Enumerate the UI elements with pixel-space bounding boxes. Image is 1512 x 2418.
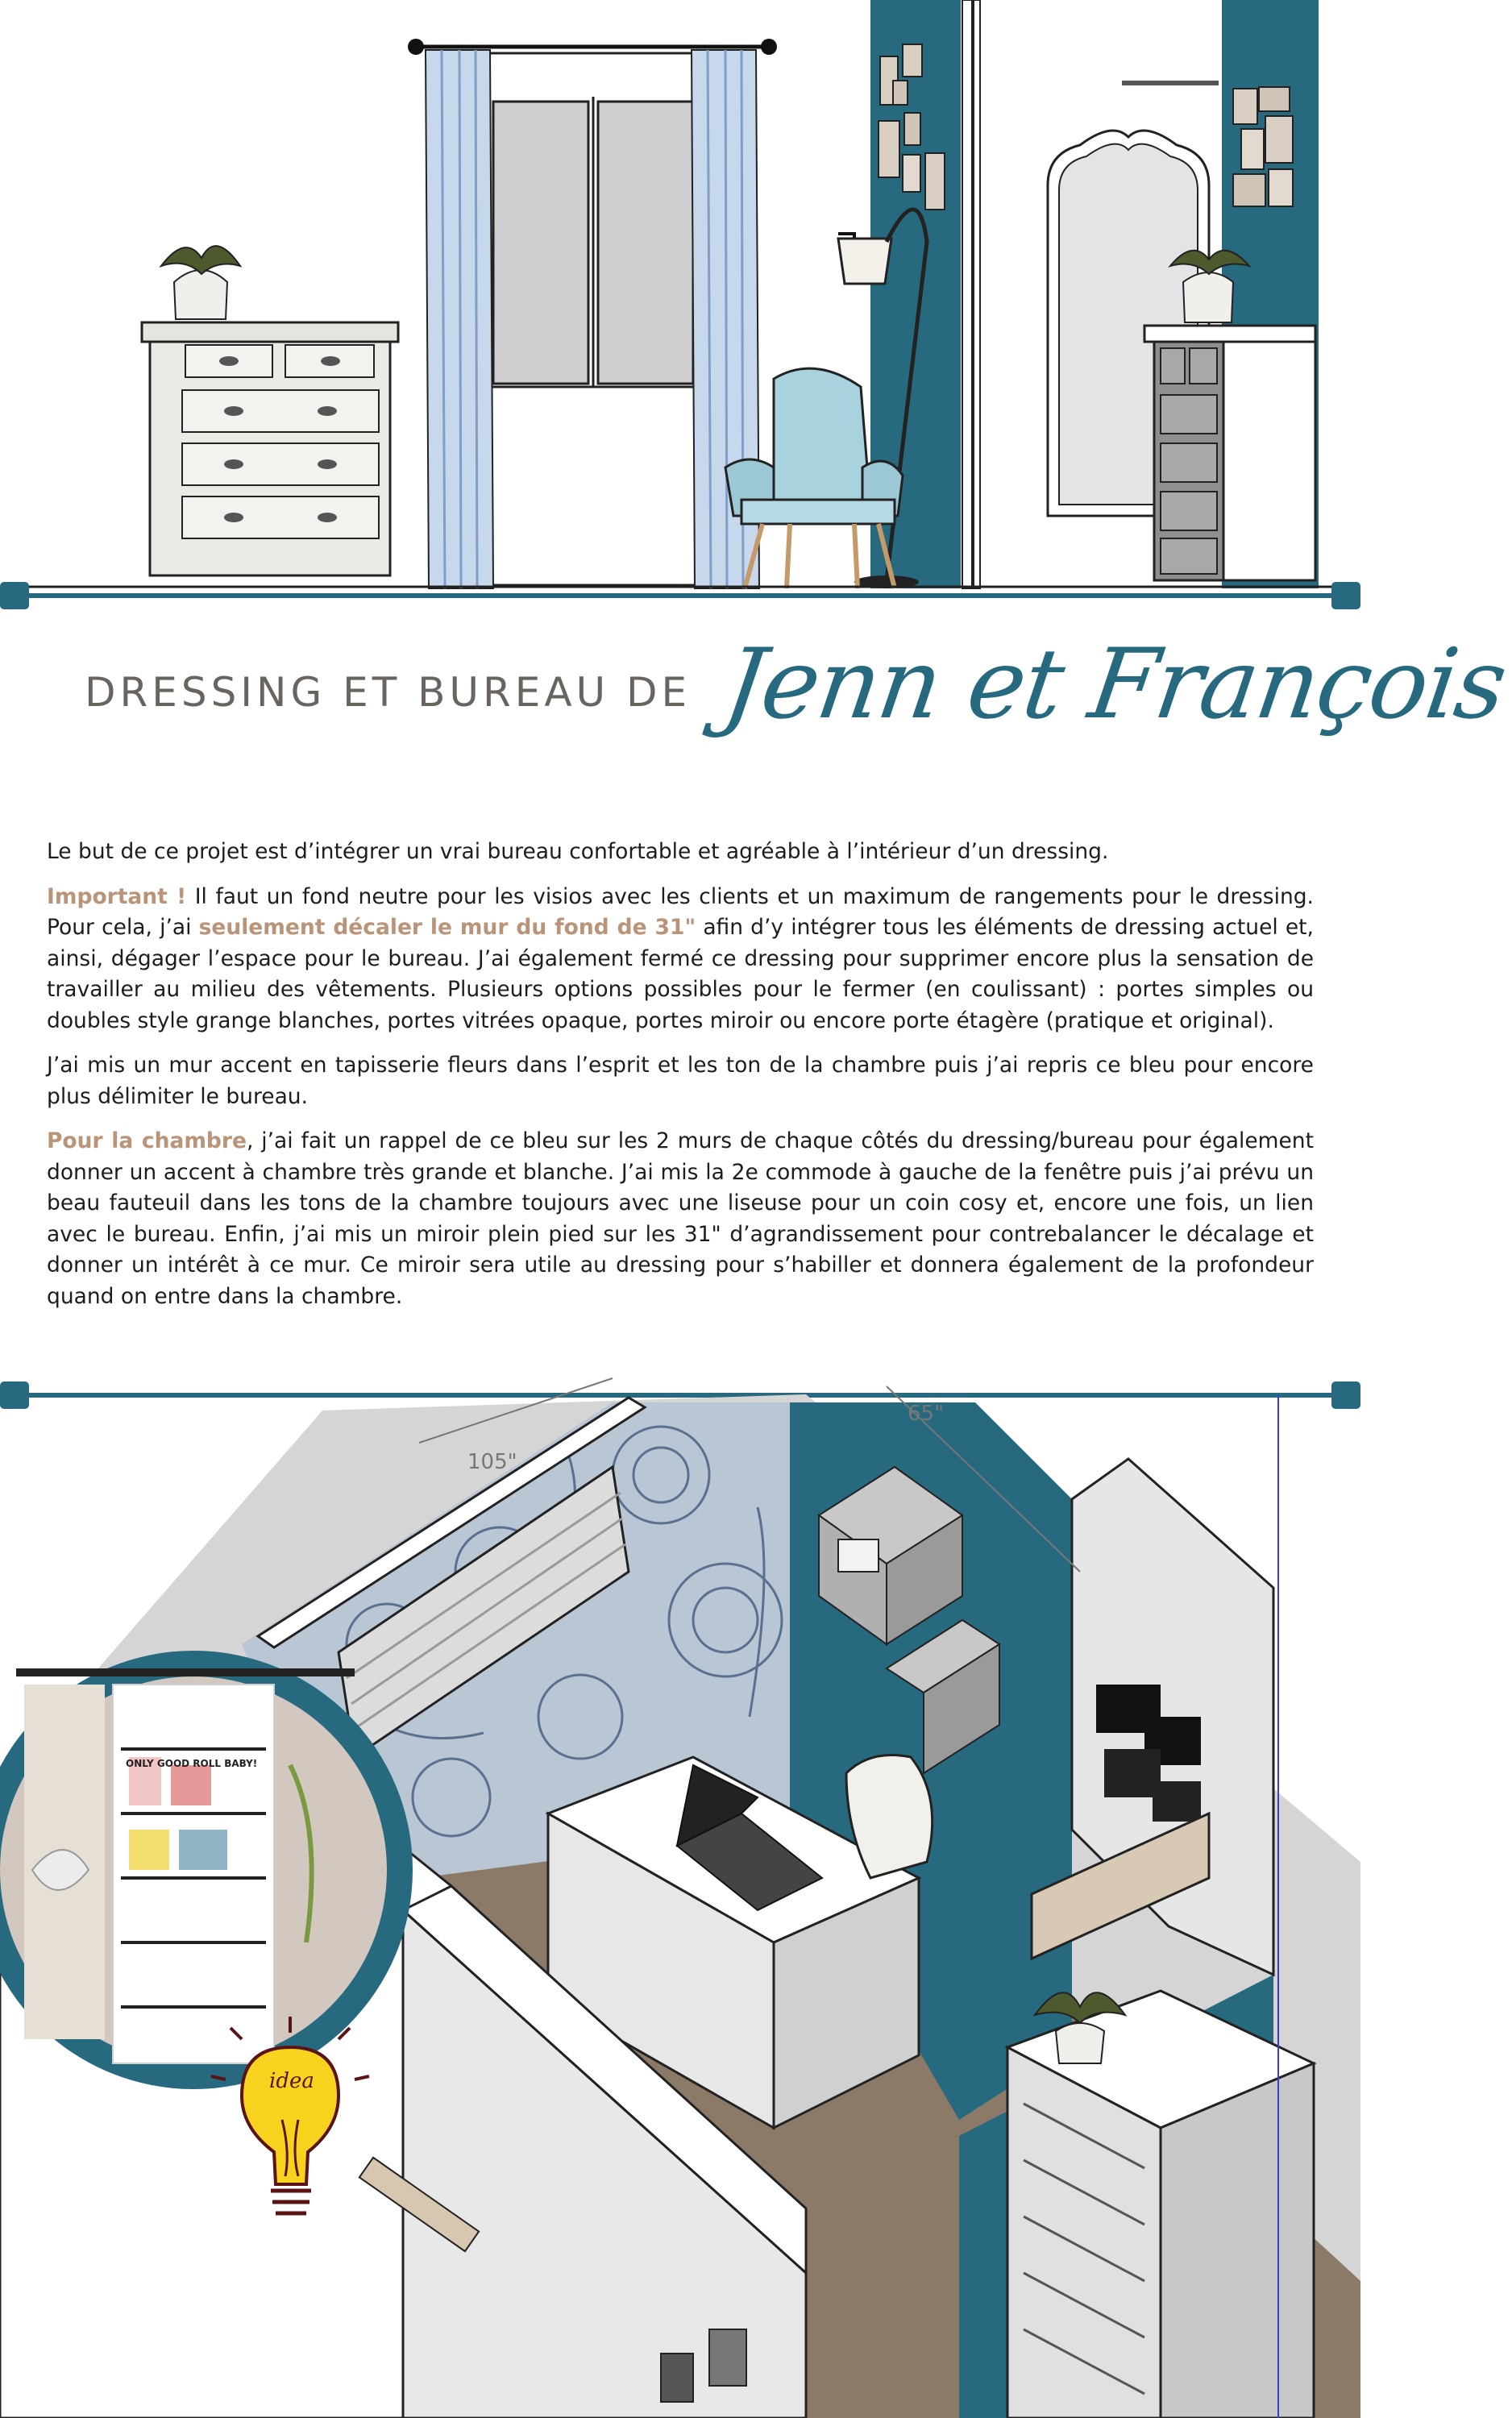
divider-knob-right-top: [1331, 582, 1360, 609]
body-text: [47, 837, 1314, 1326]
elevation-illustration: [0, 0, 1360, 596]
dimension-label-right: 65": [908, 1402, 945, 1426]
isometric-plan-illustration: [0, 1378, 1360, 2418]
paragraph-intro: Le but de ce projet est d’intégrer un vrai bureau confortable et agréable à l’intérieur d’un dressing.: [47, 839, 1109, 864]
wall-shift-highlight: seulement décaler le mur du fond de 31": [198, 915, 696, 940]
paragraph-important: Important ! Il faut un fond neutre pour les visios avec les clients et un maximum de rangements pour le dressing. Pour cela, j’ai seulement décaler le mur du fond de 31" afin d’y intégrer tous les éléments de dressing actuel et, ainsi, dégager l’espace pour le bureau. J’ai également fermé ce dressing pour supprimer encore plus la sensation de travailler au milieu des vêtements. Plusieurs options possibles pour le fermer (en coulissant) : portes simples ou doubles style grange blanches, portes vitrées opaque, portes miroir ou encore porte étagère (pratique et original).: [47, 883, 1314, 1033]
divider-line-top: [15, 593, 1346, 598]
title-block: [0, 613, 1512, 806]
paragraph-accent-wall: J’ai mis un mur accent en tapisserie fleurs dans l’esprit et les ton de la chambre puis j’ai repris ce bleu pour encore plus délimiter le bureau.: [47, 1053, 1314, 1109]
title-script-names: Jenn et François: [717, 629, 1512, 741]
divider-knob-left-top: [0, 582, 29, 609]
poster-text: ONLY GOOD ROLL BABY!: [126, 1758, 258, 1769]
important-label: Important !: [47, 883, 187, 909]
bedroom-label: Pour la chambre: [47, 1128, 247, 1153]
idea-label: idea: [269, 2069, 314, 2093]
dimension-label-left: 105": [467, 1450, 517, 1474]
page-title: DRESSING ET BUREAU DE: [85, 669, 692, 716]
paragraph-bedroom: Pour la chambre, j’ai fait un rappel de ce bleu sur les 2 murs de chaque côtés du dressing/bureau pour également donner un accent à chambre très grande et blanche. J’ai mis la 2e commode à gauche de la fenêtre puis j’ai prévu un beau fauteuil dans les tons de la chambre toujours avec une liseuse pour un coin cosy et, encore une fois, un lien avec le bureau. Enfin, j’ai mis un miroir plein pied sur les 31" d’agrandissement pour contrebalancer le décalage et donner un intérêt à ce mur. Ce miroir sera utile au dressing pour s’habiller et donnera également de la profondeur quand on entre dans la chambre.: [47, 1128, 1314, 1309]
